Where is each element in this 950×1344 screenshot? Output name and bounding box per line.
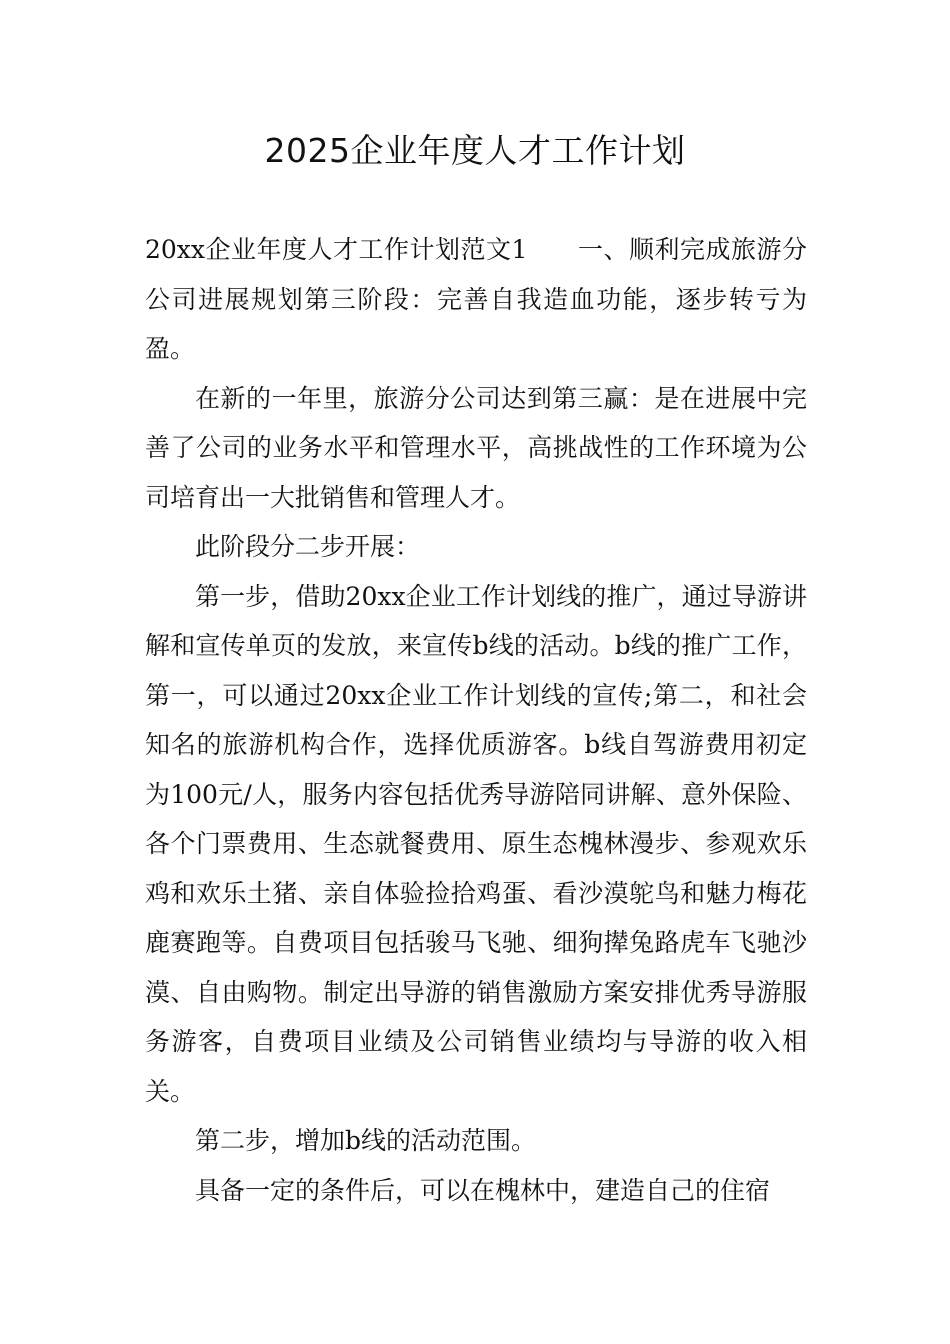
document-title: 2025企业年度人才工作计划 [264, 131, 686, 170]
paragraph-3: 第一步，借助20xx企业工作计划线的推广，通过导游讲解和宣传单页的发放，来宣传b线的活动。b线的推广工作，第一，可以通过20xx企业工作计划线的宣传;第二，和社会知名的旅游机构合作，选择优质游客。b线自驾游费用初定为100元/人，服务内容包括优秀导游陪同讲解、意外保险、各个门票费用、生态就餐费用、原生态槐林漫步、参观欢乐鸡和欢乐土猪、亲自体验捡拾鸡蛋、看沙漠鸵鸟和魅力梅花鹿赛跑等。自费项目包括骏马飞驰、细狗撵兔路虎车飞驰沙漠、自由购物。制定出导游的销售激励方案安排优秀导游服务游客，自费项目业绩及公司销售业绩均与导游的收入相关。 [145, 581, 807, 1106]
intro-paragraph [145, 225, 807, 374]
intro-text: 一、顺利完成旅游分公司进展规划第三阶段：完善自我造血功能，逐步转亏为盈。 [145, 235, 807, 363]
paragraph-1: 在新的一年里，旅游分公司达到第三赢：是在进展中完善了公司的业务水平和管理水平，高挑战性的工作环境为公司培育出一大批销售和管理人才。 [145, 383, 807, 512]
paragraph-4: 第二步，增加b线的活动范围。 [195, 1126, 537, 1155]
document-body [145, 225, 807, 1215]
paragraph-2: 此阶段分二步开展： [195, 532, 421, 561]
paragraph-5: 具备一定的条件后，可以在槐林中，建造自己的住宿 [195, 1175, 771, 1205]
intro-label: 20xx企业年度人才工作计划范文1 [145, 235, 528, 264]
